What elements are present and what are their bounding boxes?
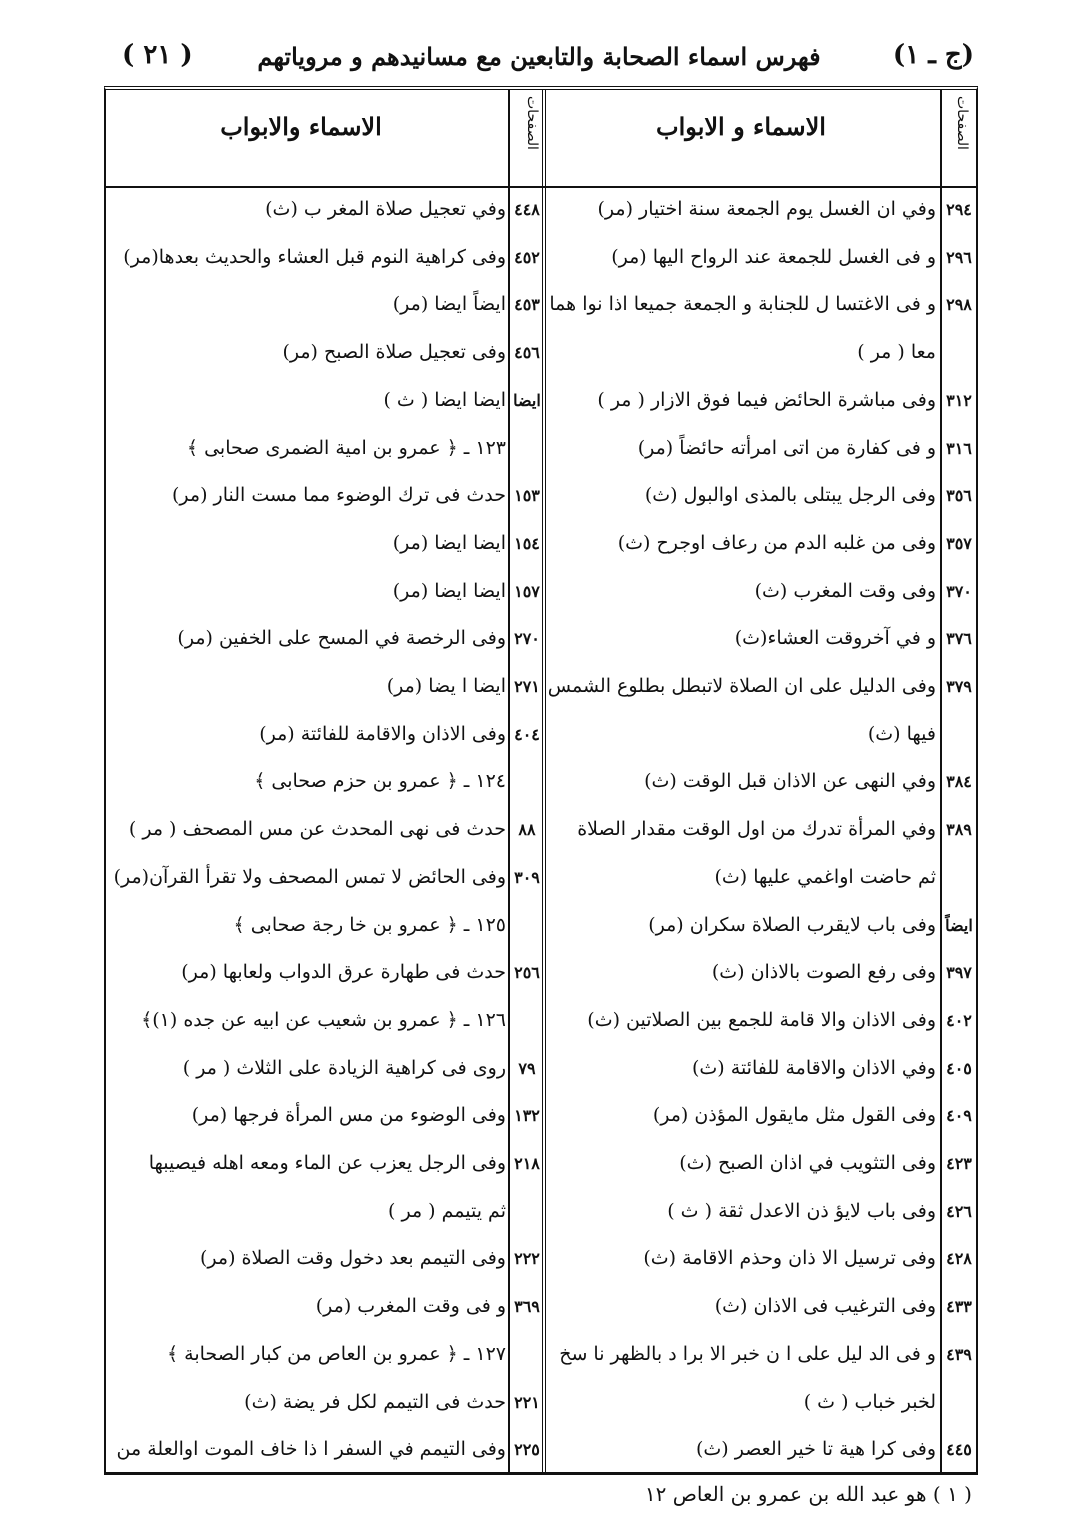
table-row (106, 1335, 976, 1381)
entry-text: وفى التثويب في اذان الصبح (ث) (679, 1152, 936, 1174)
entry-text: حدث فى طهارة عرق الدواب ولعابها (مر) (181, 961, 506, 984)
right-page-col-header: الصفحات (954, 96, 970, 150)
page-number-cell: ٢٩٦ (946, 247, 972, 267)
entry-text: حدث فى نهى المحدث عن مس المصحف ( مر ) (128, 818, 506, 841)
page-header (104, 40, 974, 80)
entry-text: وفي الاذان والاقامة للفائتة (ث) (692, 1056, 936, 1079)
table-row (106, 190, 976, 236)
page-number-cell: ٢٧٠ (514, 629, 540, 649)
page-title: فهرس اسماء الصحابة والتابعين مع مسانيدهم و مروياتهم (257, 42, 821, 71)
table-row (106, 238, 976, 284)
index-table (104, 86, 978, 1475)
page-number-cell: ٧٩ (518, 1058, 536, 1078)
entry-text: و فى كفارة من اتى امرأته حائضاً (مر) (637, 436, 936, 459)
entry-text: وفى التيمم بعد دخول وقت الصلاة (مر) (200, 1247, 506, 1270)
table-row (106, 906, 976, 952)
page-number-cell: ٤٢٦ (946, 1201, 972, 1221)
entry-text: وفي النهى عن الاذان قبل الوقت (ث) (644, 770, 936, 793)
page-number-cell: ٣١٦ (946, 438, 972, 458)
page-number-cell: ٤٤٥ (946, 1440, 972, 1460)
entry-text: وفى الترغيب فى الاذان (ث) (714, 1295, 936, 1318)
entry-text: وفى من غلبه الدم من رعاف اوجرح (ث) (617, 531, 936, 554)
page-number-cell: ايضاً (945, 915, 973, 935)
page-number-cell: ٢١٨ (514, 1154, 540, 1173)
table-row (106, 1287, 976, 1333)
page-number-cell: ٤٣٣ (946, 1297, 972, 1317)
page-number-cell: ٤٥٢ (514, 247, 540, 267)
page-number-cell: ٢٢٢ (514, 1249, 540, 1269)
page-number-cell: ٣٧٠ (946, 581, 972, 601)
page-number: ( ٢١ ) (122, 40, 193, 70)
entry-text: وفى تعجيل صلاة الصبح (مر) (282, 341, 506, 364)
table-row (106, 953, 976, 999)
entry-text: وفى القول مثل مايقول المؤذن (مر) (652, 1104, 936, 1127)
page-number-cell: ٣١٢ (946, 390, 972, 410)
entry-text: و فى الد ليل على ا ن خبر الا برا د بالظهر نا سخ (559, 1342, 936, 1365)
entry-text: و فى الاغتسا ل للجنابة و الجمعة جميعا اذا نوا هما (549, 293, 936, 316)
table-row (106, 1430, 976, 1476)
page-number-cell: ٢٩٨ (946, 295, 972, 315)
entry-text: وفى وقت المغرب (ث) (754, 579, 936, 602)
table-header (106, 90, 976, 188)
page-number-cell: ١٥٧ (514, 581, 540, 601)
page-number-cell: ٣٩٧ (946, 963, 972, 983)
entry-text: وفى الرجل يعزب عن الماء ومعه اهله فيصيبها (148, 1152, 506, 1174)
entry-text: وفى باب لايقرب الصلاة سكران (مر) (648, 913, 936, 936)
entry-text: ١٢٧ ـ ﴿ عمرو بن العاص من كبار الصحابة ﴾ (167, 1342, 506, 1365)
table-row (106, 762, 976, 808)
entry-text: ثم حاضت اواغمي عليها (ث) (714, 865, 936, 888)
page-number-cell: ٣٦٩ (514, 1297, 540, 1317)
entry-text: وفى الدليل على ان الصلاة لاتبطل بطلوع الشمس (547, 675, 936, 697)
page-number-cell: ٤٢٨ (946, 1249, 972, 1269)
entry-text: ١٢٥ ـ ﴿ عمرو بن خا رجة صحابى ﴾ (233, 913, 506, 936)
entry-text: و فى الغسل للجمعة عند الرواح اليها (مر) (611, 245, 936, 268)
page-number-cell: ٢٢٥ (514, 1440, 540, 1460)
entry-text: وفي ان الغسل يوم الجمعة سنة اختيار (مر) (597, 198, 936, 220)
right-names-col-header: الاسماء و الابواب (656, 112, 826, 141)
page-number-cell: ٣٨٩ (946, 820, 972, 840)
entry-text: وفى كراهية النوم قبل العشاء والحديث بعدها(مر) (123, 245, 506, 268)
entry-text: ايضا ايضا (مر) (392, 531, 506, 554)
entry-text: وفى الوضوء من مس المرأة فرجها (مر) (191, 1104, 506, 1127)
page-number-cell: ١٣٢ (514, 1106, 540, 1126)
entry-text: ١٢٦ ـ ﴿ عمرو بن شعيب عن ابيه عن جده (١)﴾ (141, 1008, 506, 1031)
entry-text: وفى التيمم في السفر ا ذا خاف الموت اوالعلة من (116, 1438, 506, 1461)
table-row (106, 1096, 976, 1142)
table-row (106, 1001, 976, 1047)
page-number-cell: ايضا (513, 390, 541, 410)
entry-text: حدث فى ترك الوضوء مما مست النار (مر) (172, 484, 506, 507)
entry-text: فيها (ث) (867, 722, 936, 745)
page-number-cell: ٤٠٤ (514, 724, 540, 744)
entry-text: وفى الاذان والاقامة للفائتة (مر) (259, 722, 506, 745)
page-number-cell: ٣٧٦ (946, 629, 972, 649)
page-number-cell: ٢٢١ (514, 1392, 540, 1412)
page-number-cell: ٣٥٦ (946, 486, 972, 506)
page-number-cell: ٣٧٩ (946, 677, 972, 696)
page-number-cell: ٢٩٤ (946, 200, 972, 219)
entry-text: ايضا ايضا ( ث ) (383, 388, 506, 411)
table-row (106, 715, 976, 761)
page-number-cell: ٢٧١ (514, 677, 540, 696)
volume-label: (ج ـ ١) (892, 40, 974, 70)
table-row (106, 1049, 976, 1095)
table-row (106, 572, 976, 618)
entry-text: وفى رفع الصوت بالاذان (ث) (711, 961, 936, 984)
table-row (106, 524, 976, 570)
entry-text: ايضاً ايضا (مر) (392, 293, 506, 316)
page-number-cell: ٨٨ (518, 820, 536, 840)
page-number-cell: ٤٣٩ (946, 1344, 972, 1364)
left-page-col-header: الصفحات (524, 96, 540, 150)
page-number-cell: ٤٥٣ (514, 295, 540, 315)
table-row (106, 285, 976, 331)
table-row (106, 429, 976, 475)
page-number-cell: ٣٥٧ (946, 533, 972, 553)
entry-text: و في آخروقت العشاء(ث) (734, 627, 936, 650)
page-number-cell: ٤٠٥ (946, 1058, 972, 1078)
entry-text: وفى الحائض لا تمس المصحف ولا تقرأ القرآن(مر) (113, 865, 506, 888)
table-row (106, 476, 976, 522)
entry-text: وفى ترسيل الا ذان وحذم الاقامة (ث) (643, 1247, 936, 1270)
table-row (106, 1144, 976, 1190)
left-names-col-header: الاسماء والابواب (220, 112, 382, 141)
entry-text: ايضا ايضا (مر) (392, 579, 506, 602)
table-row (106, 619, 976, 665)
entry-text: و فى وقت المغرب (مر) (315, 1295, 506, 1318)
entry-text: معا ( مر ) (857, 341, 936, 364)
page-number-cell: ٣٨٤ (946, 772, 972, 792)
footnote: ( ١ ) هو عبد الله بن عمرو بن العاص ١٢ (644, 1482, 972, 1506)
entry-text: وفى الاذان والا قامة للجمع بين الصلاتين (ث) (587, 1008, 936, 1031)
page-number-cell: ٤٠٩ (946, 1106, 972, 1126)
entry-text: ١٢٤ ـ ﴿ عمرو بن حزم صحابى ﴾ (254, 770, 506, 793)
page-number-cell: ٤٢٣ (946, 1154, 972, 1173)
entry-text: ١٢٣ ـ ﴿ عمرو بن امية الضمرى صحابى ﴾ (186, 436, 506, 459)
table-row (106, 333, 976, 379)
entry-text: لخبر خباب ( ث ) (803, 1390, 936, 1413)
page-number-cell: ٢٥٦ (514, 963, 540, 983)
entry-text: وفي تعجيل صلاة المغر ب (ث) (265, 198, 506, 220)
page-number-cell: ٤٤٨ (514, 200, 540, 219)
table-row (106, 810, 976, 856)
entry-text: وفي المرأة تدرك من اول الوقت مقدار الصلاة (577, 818, 936, 841)
table-row (106, 858, 976, 904)
entry-text: ايضا ا يضا (مر) (386, 675, 506, 697)
table-row (106, 1383, 976, 1429)
page-number-cell: ٣٠٩ (514, 867, 540, 887)
table-row (106, 1239, 976, 1285)
entry-text: روى فى كراهية الزيادة على الثلاث ( مر ) (182, 1056, 506, 1079)
entry-text: وفى الرجل يبتلى بالمذى اوالبول (ث) (644, 484, 936, 507)
entry-text: حدث فى التيمم لكل فر يضة (ث) (244, 1390, 506, 1413)
page-number-cell: ٤٥٦ (514, 343, 540, 363)
entry-text: ثم يتيمم ( مر ) (388, 1199, 506, 1222)
table-row (106, 381, 976, 427)
table-row (106, 1192, 976, 1238)
page-number-cell: ٤٠٢ (946, 1010, 972, 1030)
table-row (106, 667, 976, 713)
entry-text: وفى مباشرة الحائض فيما فوق الازار ( مر ) (597, 388, 936, 411)
page-number-cell: ١٥٣ (514, 486, 540, 506)
entry-text: وفى الرخصة في المسح على الخفين (مر) (177, 627, 506, 650)
entry-text: وفى باب لايؤ ذن الاعدل ثقة ( ث ) (667, 1199, 936, 1222)
page-number-cell: ١٥٤ (514, 533, 540, 553)
entry-text: وفى كرا هية تا خير العصر (ث) (695, 1438, 936, 1461)
